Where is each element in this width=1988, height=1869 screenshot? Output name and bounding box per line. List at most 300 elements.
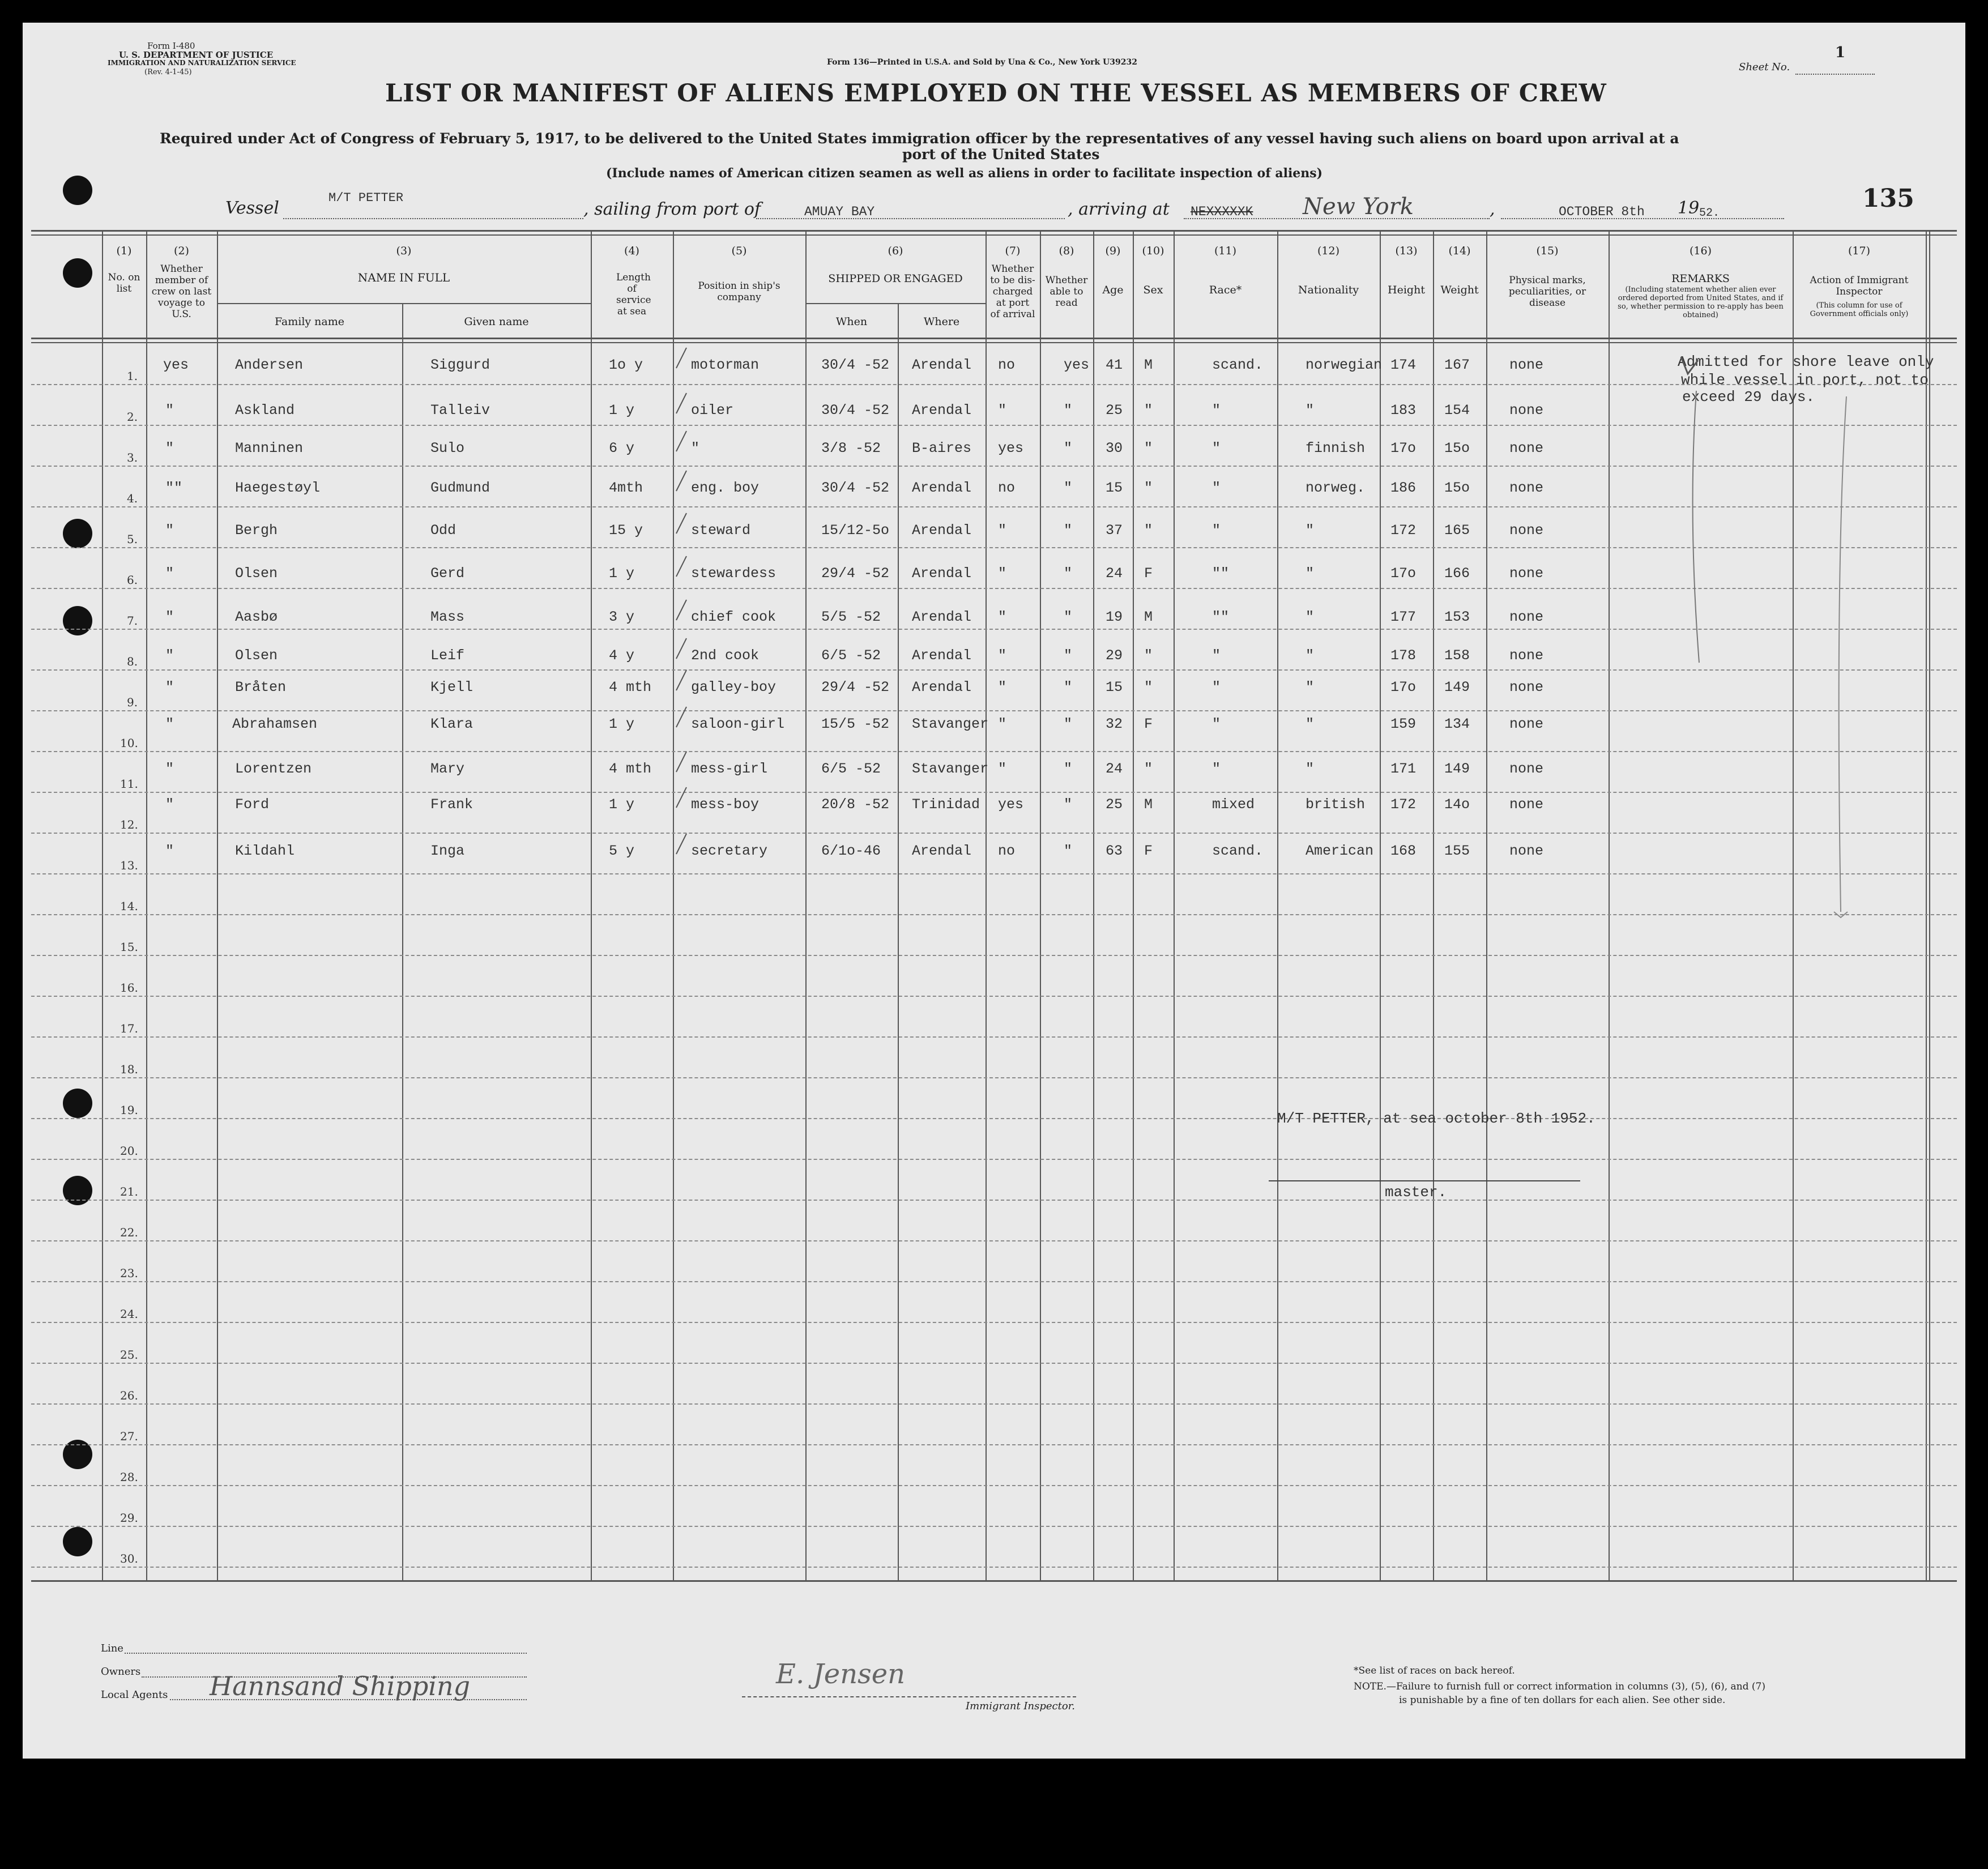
table-bottom-border: [31, 1580, 1957, 1582]
row-number: 26.: [120, 1389, 138, 1402]
cell-read: ": [1064, 716, 1073, 732]
cell-read: ": [1064, 647, 1073, 664]
row-number: 7.: [127, 614, 138, 628]
arriving-struck: NEXXXXXK: [1191, 204, 1253, 219]
punch-hole: [63, 519, 92, 548]
row-number: 18.: [120, 1062, 138, 1076]
cell-sex: ": [1144, 679, 1153, 695]
cell-when: 3/8 -52: [821, 440, 881, 456]
vessel-label: Vessel: [225, 198, 279, 218]
cell-read: ": [1064, 609, 1073, 625]
cell-read: ": [1064, 679, 1073, 695]
row-number: 9.: [127, 695, 138, 709]
cell-read: ": [1064, 796, 1073, 813]
cell-member: ": [165, 565, 174, 582]
shipped-subheader-line: [805, 303, 986, 304]
cell-when: 20/8 -52: [821, 796, 890, 813]
cell-given: Odd: [430, 522, 457, 539]
col-divider: [986, 230, 987, 1581]
col-divider: [1093, 230, 1094, 1581]
cell-member: "": [165, 480, 183, 496]
cell-family: Andersen: [235, 357, 304, 373]
cell-weight: 149: [1444, 761, 1470, 777]
cell-height: 186: [1390, 480, 1417, 496]
row-line: [31, 1118, 1957, 1119]
col-num-2: (2): [174, 245, 189, 257]
cell-sex: ": [1144, 402, 1153, 419]
sailing-label: , sailing from port of: [583, 199, 761, 219]
table-top-border: [31, 230, 1957, 232]
arriving-port-handwritten: New York: [1303, 194, 1414, 220]
cell-age: 15: [1106, 679, 1123, 695]
cell-given: Inga: [430, 843, 465, 859]
cell-height: 172: [1390, 522, 1417, 539]
header-when: When: [835, 315, 868, 328]
cell-weight: 167: [1444, 357, 1470, 373]
cell-family: Haegestøyl: [235, 480, 321, 496]
col-num-11: (11): [1214, 245, 1236, 257]
sailing-fill-line: [756, 218, 1065, 219]
vessel-fill-line: [283, 218, 583, 219]
cell-marks: none: [1509, 761, 1544, 777]
cell-where: Stavanger: [912, 716, 989, 732]
cell-sex: ": [1144, 647, 1153, 664]
cell-age: 41: [1106, 357, 1123, 373]
cell-discharged: ": [998, 647, 1007, 664]
cell-when: 29/4 -52: [821, 565, 890, 582]
comma: ,: [1490, 199, 1495, 219]
cell-race: ": [1212, 440, 1221, 456]
header-family-name: Family name: [275, 315, 344, 328]
year-suffix: 52.: [1699, 207, 1720, 220]
row-line: [31, 1567, 1957, 1568]
punch-hole: [63, 606, 92, 635]
cell-marks: none: [1509, 609, 1544, 625]
row-number: 29.: [120, 1511, 138, 1525]
cell-height: 168: [1390, 843, 1417, 859]
col-divider: [102, 230, 103, 1581]
cell-age: 19: [1106, 609, 1123, 625]
cell-nationality: british: [1306, 796, 1366, 813]
cell-weight: 134: [1444, 716, 1470, 732]
row-line: [31, 1444, 1957, 1445]
row-number: 10.: [120, 736, 138, 750]
cell-where: Arendal: [912, 480, 972, 496]
col-num-15: (15): [1536, 245, 1559, 257]
cell-member: ": [165, 679, 174, 695]
check-mark: [674, 831, 697, 860]
check-mark: [674, 785, 697, 813]
row-line: [31, 1363, 1957, 1364]
check-mark: [674, 705, 697, 733]
cell-read: ": [1064, 843, 1073, 859]
row-number: 6.: [127, 573, 138, 587]
cell-race: ": [1212, 522, 1221, 539]
header-nationality: Nationality: [1298, 284, 1359, 296]
penalty-note-1: NOTE.—Failure to furnish full or correct information in columns (3), (5), (6), and (7): [1354, 1681, 1765, 1692]
cell-discharged: yes: [998, 440, 1024, 456]
cell-discharged: yes: [998, 796, 1024, 813]
page-number: 135: [1862, 184, 1914, 213]
cell-given: Gudmund: [430, 480, 490, 496]
cell-read: ": [1064, 480, 1073, 496]
arriving-label: , arriving at: [1068, 199, 1170, 219]
cell-marks: none: [1509, 647, 1544, 664]
cell-family: Ford: [235, 796, 270, 813]
col-divider: [1929, 230, 1930, 1581]
cell-position: mess-girl: [691, 761, 768, 777]
cell-position: stewardess: [691, 565, 777, 582]
cell-marks: none: [1509, 716, 1544, 732]
check-mark: [674, 668, 697, 696]
col-divider: [217, 230, 218, 1581]
row-number: 1.: [127, 369, 138, 383]
cell-marks: none: [1509, 565, 1544, 582]
col-num-9: (9): [1105, 245, 1121, 257]
cell-where: Trinidad: [912, 796, 980, 813]
header-remarks: REMARKS: [1671, 272, 1730, 285]
col-num-13: (13): [1395, 245, 1418, 257]
cell-position: ": [691, 440, 700, 456]
cell-sex: M: [1144, 609, 1153, 625]
col-num-5: (5): [731, 245, 747, 257]
cell-position: galley-boy: [691, 679, 777, 695]
cell-position: eng. boy: [691, 480, 760, 496]
cell-race: ": [1212, 679, 1221, 695]
row-number: 12.: [120, 818, 138, 831]
cell-race: ": [1212, 716, 1221, 732]
cell-member: ": [165, 522, 174, 539]
cell-weight: 15o: [1444, 480, 1470, 496]
row-line: [31, 1526, 1957, 1527]
cell-discharged: ": [998, 761, 1007, 777]
header-remarks-note: (Including statement whether alien ever ordered deported from United States, and if so, whether permission to re-apply has been obtained): [1618, 285, 1784, 319]
col-divider: [1133, 230, 1134, 1581]
sheet-no-line: [1795, 74, 1875, 75]
punch-hole: [63, 176, 92, 205]
row-number: 22.: [120, 1226, 138, 1239]
col-divider: [1380, 230, 1381, 1581]
inspector-signature: E. Jensen: [776, 1658, 906, 1690]
check-mark: [674, 391, 697, 419]
remarks-line-2: while vessel in port, not to: [1681, 372, 1929, 389]
cell-weight: 149: [1444, 679, 1470, 695]
cell-marks: none: [1509, 440, 1544, 456]
cell-position: mess-boy: [691, 796, 760, 813]
cell-member: ": [165, 796, 174, 813]
cell-family: Bråten: [235, 679, 287, 695]
cell-given: Kjell: [430, 679, 473, 695]
local-agents-handwritten: Hannsand Shipping: [210, 1671, 471, 1701]
col-num-14: (14): [1448, 245, 1471, 257]
col-divider: [146, 230, 147, 1581]
check-mark: [674, 345, 697, 374]
col-divider: [591, 230, 592, 1581]
cell-family: Olsen: [235, 565, 278, 582]
cell-weight: 15o: [1444, 440, 1470, 456]
check-mark: [674, 511, 697, 539]
cell-service: 3 y: [609, 609, 635, 625]
row-number: 21.: [120, 1185, 138, 1198]
cell-race: "": [1212, 609, 1230, 625]
subtitle-line-3: (Include names of American citizen seamen as well as aliens in order to facilitate inspection of aliens): [606, 166, 1323, 181]
master-signature-line: [1269, 1180, 1580, 1181]
check-mark: [674, 429, 700, 457]
cell-member: ": [165, 843, 174, 859]
cell-age: 25: [1106, 796, 1123, 813]
cell-position: motorman: [691, 357, 760, 373]
cell-when: 29/4 -52: [821, 679, 890, 695]
cell-marks: none: [1509, 679, 1544, 695]
cell-discharged: no: [998, 480, 1016, 496]
cell-family: Lorentzen: [235, 761, 312, 777]
col-divider: [1040, 230, 1041, 1581]
header-given-name: Given name: [464, 315, 529, 328]
cell-nationality: ": [1306, 522, 1315, 539]
header-discharged: Whether to be dis-charged at port of arrival: [990, 263, 1035, 320]
cell-marks: none: [1509, 357, 1544, 373]
cell-sex: M: [1144, 796, 1153, 813]
vessel-name: M/T PETTER: [329, 191, 404, 205]
cell-service: 1 y: [609, 796, 635, 813]
row-number: 20.: [120, 1144, 138, 1158]
col-num-7: (7): [1005, 245, 1021, 257]
col-divider: [1926, 230, 1927, 1581]
check-mark: [674, 749, 697, 778]
cell-weight: 153: [1444, 609, 1470, 625]
cell-service: 1 y: [609, 565, 635, 582]
cell-nationality: finnish: [1306, 440, 1366, 456]
cell-read: ": [1064, 402, 1073, 419]
col-num-17: (17): [1848, 245, 1870, 257]
cell-family: Manninen: [235, 440, 304, 456]
col-divider: [1609, 230, 1610, 1581]
cell-age: 30: [1106, 440, 1123, 456]
col-divider: [1174, 230, 1175, 1581]
cell-weight: 14o: [1444, 796, 1470, 813]
cell-family: Bergh: [235, 522, 278, 539]
cell-position: 2nd cook: [691, 647, 760, 664]
row-number: 30.: [120, 1552, 138, 1565]
cell-marks: none: [1509, 480, 1544, 496]
table-top-border-2: [31, 234, 1957, 236]
col-num-6: (6): [888, 245, 903, 257]
punch-hole: [63, 258, 92, 288]
cell-marks: none: [1509, 796, 1544, 813]
col-num-3: (3): [396, 245, 412, 257]
cell-marks: none: [1509, 402, 1544, 419]
form-number: Form I-480: [147, 41, 195, 51]
cell-given: Sulo: [430, 440, 465, 456]
col-divider: [1486, 230, 1487, 1581]
cell-family: Abrahamsen: [232, 716, 318, 732]
cell-where: Arendal: [912, 609, 972, 625]
cell-discharged: no: [998, 357, 1016, 373]
row-line: [31, 1200, 1957, 1201]
row-number: 5.: [127, 532, 138, 546]
cell-discharged: ": [998, 565, 1007, 582]
row-number: 2.: [127, 410, 138, 424]
header-weight: Weight: [1440, 284, 1479, 296]
row-number: 13.: [120, 859, 138, 872]
cell-nationality: norwegian: [1306, 357, 1383, 373]
cell-when: 5/5 -52: [821, 609, 881, 625]
cell-sex: ": [1144, 440, 1153, 456]
cell-when: 30/4 -52: [821, 402, 890, 419]
cell-nationality: ": [1306, 647, 1315, 664]
row-number: 3.: [127, 451, 138, 464]
header-no-on-list: No. on list: [108, 272, 140, 295]
cell-family: Askland: [235, 402, 295, 419]
cell-when: 30/4 -52: [821, 357, 890, 373]
col-divider: [402, 303, 403, 1581]
cell-family: Kildahl: [235, 843, 295, 859]
row-number: 25.: [120, 1348, 138, 1362]
col-num-10: (10): [1142, 245, 1164, 257]
cell-service: 1o y: [609, 357, 643, 373]
cell-height: 17o: [1390, 679, 1417, 695]
cell-race: ": [1212, 402, 1221, 419]
cell-discharged: ": [998, 402, 1007, 419]
cell-read: ": [1064, 761, 1073, 777]
cell-when: 30/4 -52: [821, 480, 890, 496]
cell-race: "": [1212, 565, 1230, 582]
sailing-port: AMUAY BAY: [804, 204, 875, 219]
row-line: [31, 1036, 1957, 1038]
header-age: Age: [1102, 284, 1124, 296]
cell-race: ": [1212, 647, 1221, 664]
header-whether-member: Whether member of crew on last voyage to U.S.: [151, 263, 212, 320]
row-line: [31, 1403, 1957, 1405]
cell-race: ": [1212, 480, 1221, 496]
header-bottom-border-2: [31, 342, 1957, 343]
row-number: 28.: [120, 1470, 138, 1484]
cell-where: Arendal: [912, 402, 972, 419]
cell-height: 159: [1390, 716, 1417, 732]
col-divider: [805, 230, 807, 1581]
cell-position: oiler: [691, 402, 734, 419]
cell-given: Frank: [430, 796, 473, 813]
cell-position: steward: [691, 522, 751, 539]
cell-read: ": [1064, 440, 1073, 456]
row-number: 15.: [120, 940, 138, 954]
punch-hole: [63, 1527, 92, 1556]
pencil-marks: [1665, 345, 1926, 923]
revision: (Rev. 4-1-45): [144, 68, 192, 76]
header-position: Position in ship's company: [698, 280, 780, 303]
cell-discharged: ": [998, 716, 1007, 732]
row-number: 4.: [127, 492, 138, 505]
cell-where: Arendal: [912, 679, 972, 695]
cell-where: Arendal: [912, 522, 972, 539]
row-number: 17.: [120, 1022, 138, 1035]
cell-given: Leif: [430, 647, 465, 664]
cell-service: 4 y: [609, 647, 635, 664]
cell-marks: none: [1509, 843, 1544, 859]
cell-sex: F: [1144, 716, 1153, 732]
row-number: 19.: [120, 1103, 138, 1117]
cell-where: B-aires: [912, 440, 972, 456]
cell-nationality: ": [1306, 679, 1315, 695]
line-fill: [125, 1653, 527, 1654]
cell-service: 6 y: [609, 440, 635, 456]
col-num-16: (16): [1689, 245, 1712, 257]
cell-position: saloon-girl: [691, 716, 785, 732]
cell-sex: ": [1144, 480, 1153, 496]
owners-label: Owners: [101, 1666, 141, 1678]
row-line: [31, 1159, 1957, 1160]
cell-height: 178: [1390, 647, 1417, 664]
cell-family: Olsen: [235, 647, 278, 664]
row-number: 27.: [120, 1430, 138, 1443]
cell-age: 24: [1106, 565, 1123, 582]
header-bottom-border: [31, 338, 1957, 339]
header-name-in-full: NAME IN FULL: [357, 271, 450, 284]
cell-discharged: ": [998, 522, 1007, 539]
cell-age: 25: [1106, 402, 1123, 419]
races-note: *See list of races on back hereof.: [1354, 1665, 1515, 1676]
cell-age: 63: [1106, 843, 1123, 859]
cell-service: 4mth: [609, 480, 643, 496]
header-action-note: (This column for use of Government officials only): [1810, 301, 1909, 318]
check-mark: [674, 636, 697, 664]
cell-height: 177: [1390, 609, 1417, 625]
cell-read: yes: [1064, 357, 1090, 373]
manifest-page: [23, 23, 1965, 1759]
cell-when: 6/5 -52: [821, 647, 881, 664]
cell-given: Talleiv: [430, 402, 490, 419]
cell-given: Klara: [430, 716, 473, 732]
cell-nationality: ": [1306, 609, 1315, 625]
row-line: [31, 1322, 1957, 1323]
cell-race: scand.: [1212, 357, 1264, 373]
row-line: [31, 996, 1957, 997]
cell-height: 174: [1390, 357, 1417, 373]
cell-given: Mary: [430, 761, 465, 777]
row-number: 23.: [120, 1266, 138, 1280]
cell-member: ": [165, 609, 174, 625]
cell-member: ": [165, 716, 174, 732]
row-line: [31, 955, 1957, 956]
cell-where: Arendal: [912, 565, 972, 582]
subtitle-line-2: port of the United States: [902, 146, 1100, 163]
cell-race: mixed: [1212, 796, 1255, 813]
cell-position: chief cook: [691, 609, 777, 625]
cell-race: scand.: [1212, 843, 1264, 859]
header-race: Race*: [1209, 284, 1242, 296]
remarks-line-1: Admitted for shore leave only: [1678, 353, 1934, 370]
cell-when: 6/1o-46: [821, 843, 881, 859]
header-able-to-read: Whether able to read: [1045, 275, 1088, 309]
penalty-note-2: is punishable by a fine of ten dollars for each alien. See other side.: [1399, 1695, 1726, 1706]
year-prefix: 19: [1678, 198, 1700, 218]
cell-sex: ": [1144, 761, 1153, 777]
cell-nationality: ": [1306, 402, 1315, 419]
header-action: Action of Immigrant Inspector: [1810, 275, 1909, 297]
cell-sex: M: [1144, 357, 1153, 373]
row-line: [31, 1281, 1957, 1282]
inspector-line: [742, 1696, 1076, 1697]
col-divider: [898, 303, 899, 1581]
punch-hole: [63, 1089, 92, 1118]
header-shipped-or-engaged: SHIPPED OR ENGAGED: [828, 272, 963, 285]
service: IMMIGRATION AND NATURALIZATION SERVICE: [108, 59, 296, 67]
name-subheader-line: [217, 303, 591, 304]
cell-service: 5 y: [609, 843, 635, 859]
col-divider: [1433, 230, 1434, 1581]
header-where: Where: [923, 315, 960, 328]
cell-member: ": [165, 440, 174, 456]
